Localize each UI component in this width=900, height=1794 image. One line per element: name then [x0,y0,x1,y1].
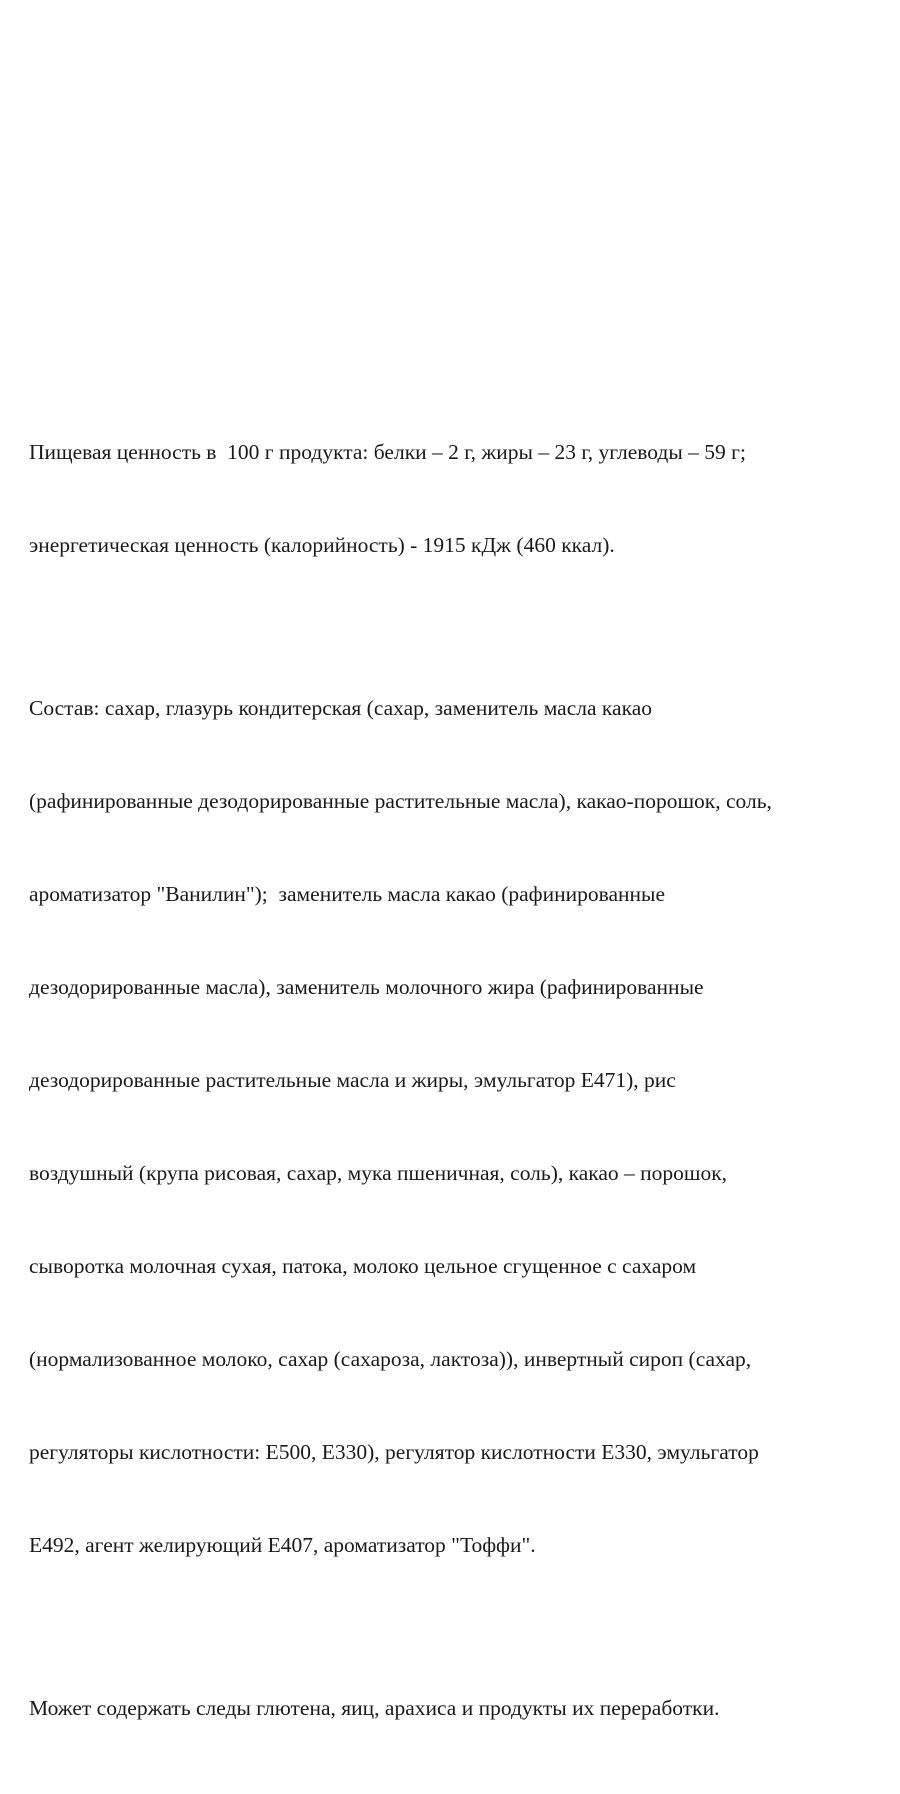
text-line: (нормализованное молоко, сахар (сахароза, лактоза)), инвертный сироп (сахар, [29,1347,752,1371]
text-line: ароматизатор "Ванилин"); заменитель масла какао (рафинированные [29,882,666,906]
text-line: энергетическая ценность (калорийность) - 1915 кДж (460 ккал). [29,533,615,557]
nutrition-paragraph [29,375,874,623]
text-line: Е492, агент желирующий Е407, ароматизатор "Тоффи". [29,1533,536,1557]
label-text-document [29,375,874,1794]
text-line: Состав: сахар, глазурь кондитерская (сахар, заменитель масла какао [29,696,652,720]
text-line: сыворотка молочная сухая, патока, молоко цельное сгущенное с сахаром [29,1254,697,1278]
text-line: дезодорированные масла), заменитель молочного жира (рафинированные [29,975,704,999]
text-line: (рафинированные дезодорированные растительные масла), какао-порошок, соль, [29,789,772,813]
text-line: Может содержать следы глютена, яиц, арахиса и продукты их переработки. [29,1696,720,1720]
allergen-paragraph [29,1631,874,1786]
text-line: воздушный (крупа рисовая, сахар, мука пшеничная, соль), какао – порошок, [29,1161,728,1185]
text-line: регуляторы кислотности: Е500, Е330), регулятор кислотности Е330, эмульгатор [29,1440,759,1464]
text-line: Пищевая ценность в 100 г продукта: белки – 2 г, жиры – 23 г, углеводы – 59 г; [29,440,746,464]
text-line: дезодорированные растительные масла и жиры, эмульгатор Е471), рис [29,1068,676,1092]
composition-paragraph [29,631,874,1623]
